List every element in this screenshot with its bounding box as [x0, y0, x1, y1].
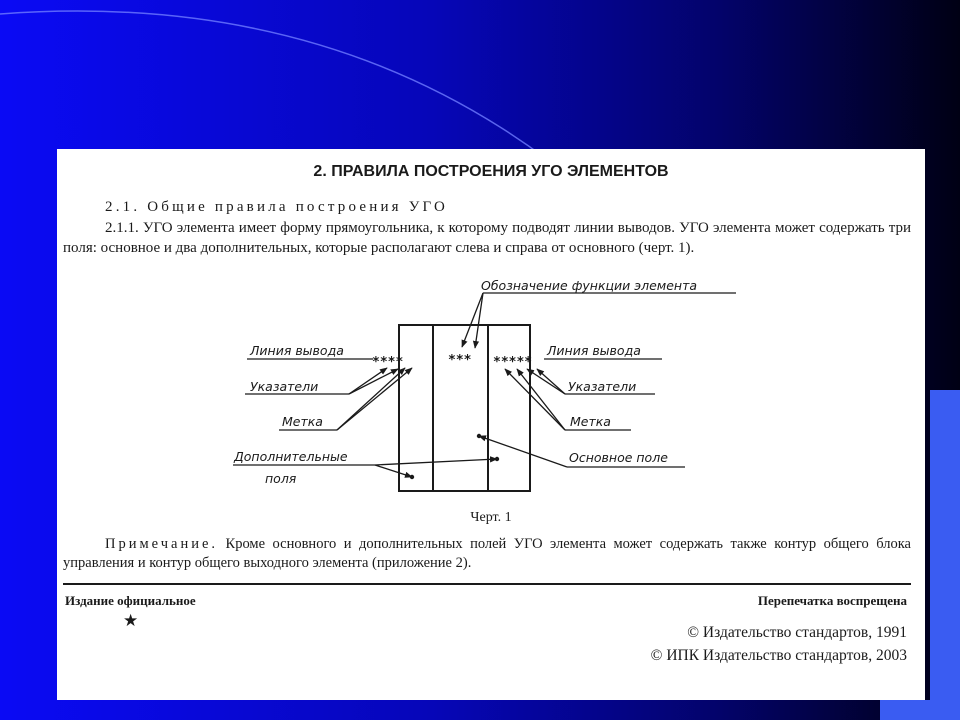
center-function-stars: ***: [448, 353, 472, 368]
left-indicators-label: Указатели: [250, 379, 319, 394]
right-indicators-label: Указатели: [568, 379, 637, 394]
note-text: Кроме основного и дополнительных полей УГО элемента может содержать также контур общего блока управления и контур общего выходного элемента (приложение 2).: [63, 536, 911, 571]
additional-fields-label-line2: поля: [265, 471, 297, 486]
reprint-prohibited-label: Перепечатка воспрещена: [757, 593, 907, 608]
footer-divider: [63, 583, 911, 585]
note-paragraph: [63, 535, 911, 573]
right-mark-label: Метка: [570, 414, 611, 429]
decorative-square-right: [930, 390, 960, 720]
figure-ugo-diagram: [57, 149, 925, 509]
left-pin-stars: ****: [372, 355, 404, 370]
star-icon: ★: [123, 611, 139, 630]
section-heading: 2. ПРАВИЛА ПОСТРОЕНИЯ УГО ЭЛЕМЕНТОВ: [313, 163, 669, 180]
copyright-2003: © ИПК Издательство стандартов, 2003: [650, 647, 907, 664]
main-field-label: Основное поле: [569, 450, 668, 465]
document-scan: [57, 149, 925, 700]
ugo-outer-rectangle: [399, 325, 533, 491]
right-pin-stars: *****: [493, 355, 533, 370]
paragraph-2-1-1: 2.1.1. УГО элемента имеет форму прямоугольника, к которому подводят линии выводов. УГО элемента может содержать три поля: основное и два дополнительных, которые располагают слева и справа от основного (черт. 1).: [63, 220, 911, 256]
note-lead: Примечание.: [105, 536, 219, 552]
function-designation-label: Обозначение функции элемента: [481, 278, 698, 293]
subsection-heading: 2.1. Общие правила построения УГО: [105, 199, 449, 215]
copyright-1991: © Издательство стандартов, 1991: [687, 624, 907, 641]
official-edition-label: Издание официальное: [65, 593, 196, 608]
left-mark-label: Метка: [282, 414, 323, 429]
figure-caption: Черт. 1: [470, 510, 512, 525]
right-output-line-label: Линия вывода: [547, 343, 641, 358]
additional-fields-label-line1: Дополнительные: [234, 449, 348, 464]
left-output-line-label: Линия вывода: [250, 343, 344, 358]
decorative-square-bottom: [880, 700, 960, 720]
